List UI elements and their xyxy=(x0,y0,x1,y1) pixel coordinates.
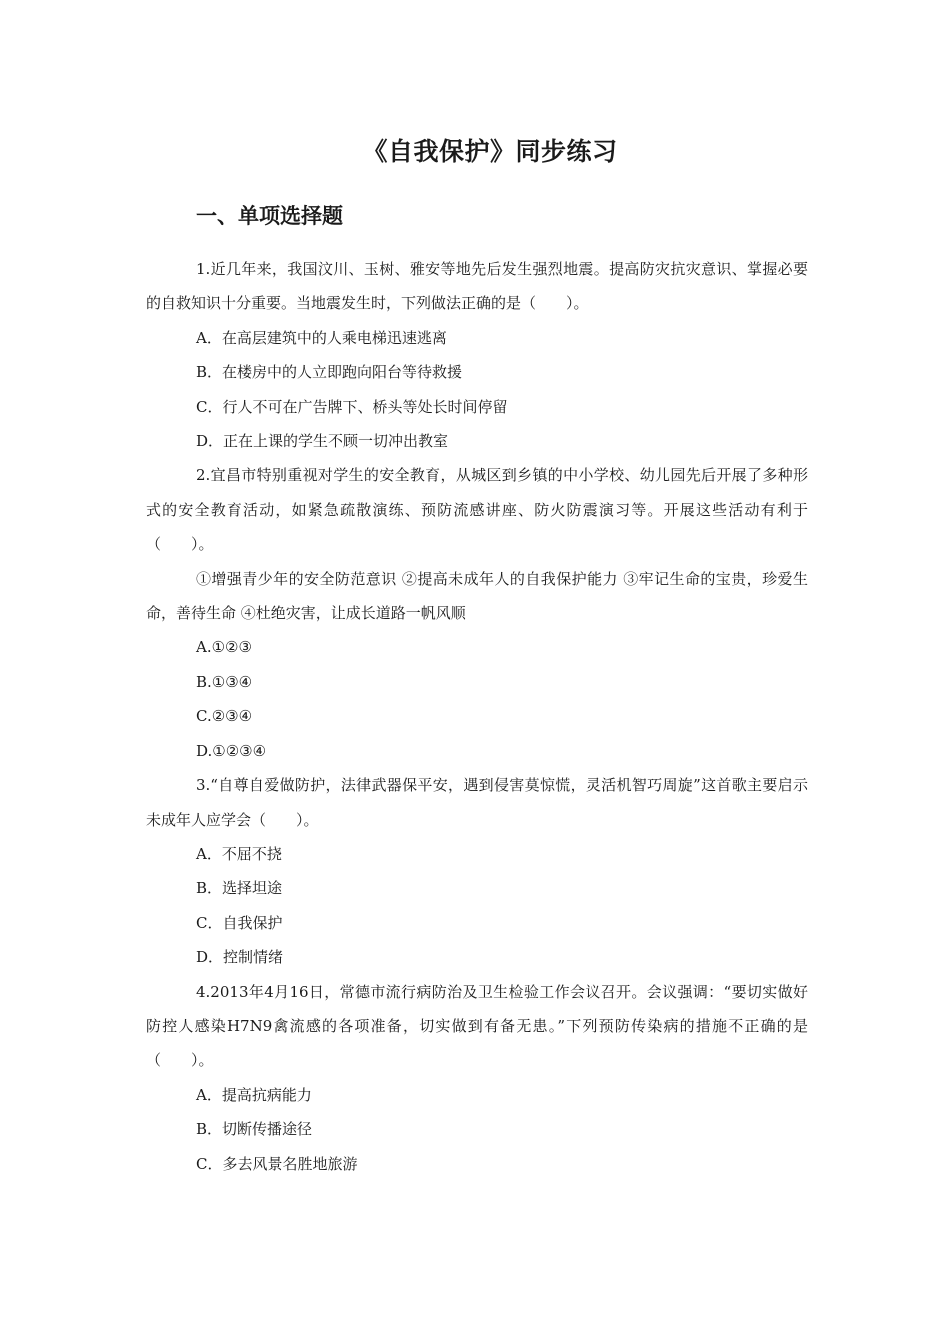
option-b: B．切断传播途径 xyxy=(196,1120,313,1139)
option-c: C．自我保护 xyxy=(196,913,283,932)
question-stem: 3.“自尊自爱做防护，法律武器保平安，遇到侵害莫惊慌，灵活机智巧周旋”这首歌主要启示未成年人应学会（ ）。 xyxy=(146,776,808,829)
option-d: D．控制情绪 xyxy=(196,948,284,967)
question-1 xyxy=(146,252,808,458)
option-a: A．提高抗病能力 xyxy=(196,1085,312,1104)
option-b: B.①③④ xyxy=(196,672,253,691)
question-2 xyxy=(146,458,808,768)
option-c: C．行人不可在广告牌下、桥头等处长时间停留 xyxy=(196,397,508,416)
option-c: C.②③④ xyxy=(196,707,253,726)
option-d: D．正在上课的学生不顾一切冲出教室 xyxy=(196,432,449,451)
section-heading: 一、单项选择题 xyxy=(196,204,343,228)
option-a: A．在高层建筑中的人乘电梯迅速逃离 xyxy=(196,328,447,347)
option-b: B．选择坦途 xyxy=(196,879,283,898)
option-c: C．多去风景名胜地旅游 xyxy=(196,1154,358,1173)
question-list xyxy=(146,252,808,1181)
option-d: D.①②③④ xyxy=(196,741,267,760)
option-a: A.①②③ xyxy=(196,638,252,657)
question-stem: 2.宜昌市特别重视对学生的安全教育，从城区到乡镇的中小学校、幼儿园先后开展了多种形式的安全教育活动，如紧急疏散演练、预防流感讲座、防火防震演习等。开展这些活动有利于（ ）。 xyxy=(146,466,808,554)
page-title: 《自我保护》同步练习 xyxy=(362,137,618,166)
option-b: B．在楼房中的人立即跑向阳台等待救援 xyxy=(196,363,463,382)
question-stem: 1.近几年来，我国汶川、玉树、雅安等地先后发生强烈地震。提高防灾抗灾意识、掌握必要的自救知识十分重要。当地震发生时，下列做法正确的是（ ）。 xyxy=(146,260,808,313)
option-a: A．不屈不挠 xyxy=(196,844,282,863)
question-3 xyxy=(146,768,808,974)
question-4 xyxy=(146,975,808,1181)
question-statements: ①增强青少年的安全防范意识 ②提高未成年人的自我保护能力 ③牢记生命的宝贵，珍爱生命，善待生命 ④杜绝灾害，让成长道路一帆风顺 xyxy=(146,569,808,623)
question-stem: 4.2013年4月16日，常德市流行病防治及卫生检验工作会议召开。会议强调：“要切实做好防控人感染H7N9禽流感的各项准备，切实做到有备无患。”下列预防传染病的措施不正确的是（ ）。 xyxy=(146,982,808,1070)
